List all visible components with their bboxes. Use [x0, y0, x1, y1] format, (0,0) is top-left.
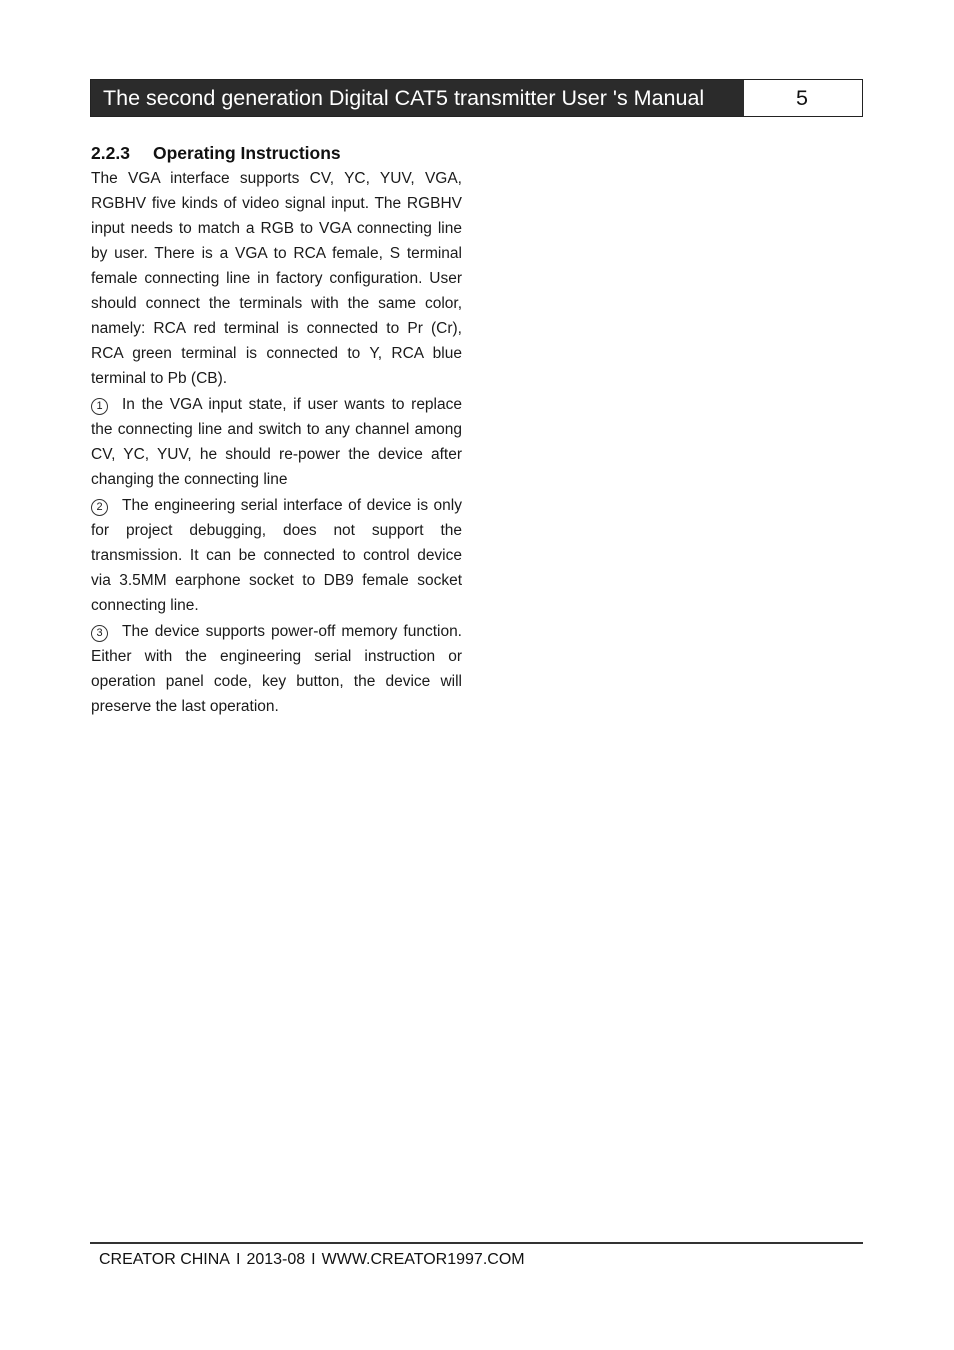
circled-number-3-icon: 3 [91, 625, 108, 642]
note-text-1: In the VGA input state, if user wants to replace the connecting line and switch to any channel among CV, YC, YUV, he should re-power the device after changing the connecting line [91, 396, 462, 488]
note-item-3 [91, 619, 462, 719]
page-footer [99, 1250, 525, 1270]
footer-company: CREATOR CHINA [99, 1251, 230, 1268]
note-text-2: The engineering serial interface of device is only for project debugging, does not support the transmission. It can be connected to control device via 3.5MM earphone socket to DB9 female socket connecting line. [91, 497, 462, 614]
section-title: Operating Instructions [153, 143, 341, 163]
section-heading [91, 141, 462, 165]
footer-divider [90, 1242, 863, 1244]
section-number: 2.2.3 [91, 143, 130, 163]
main-content [91, 141, 462, 719]
manual-title: The second generation Digital CAT5 transmitter User 's Manual [91, 80, 744, 116]
page-header [90, 79, 863, 117]
footer-separator: I [311, 1251, 316, 1268]
footer-date: 2013-08 [246, 1251, 306, 1268]
note-item-1 [91, 392, 462, 492]
note-item-2 [91, 493, 462, 618]
footer-separator: I [235, 1251, 241, 1268]
page-number: 5 [744, 80, 862, 116]
intro-paragraph: The VGA interface supports CV, YC, YUV, VGA, RGBHV five kinds of video signal input. The RGBHV input needs to match a RGB to VGA connecting line by user. There is a VGA to RCA female, S terminal female connecting line in factory configuration. User should connect the terminals with the same color, namely: RCA red terminal is connected to Pr (Cr), RCA green terminal is connected to Y, RCA blue terminal to Pb (CB). [91, 170, 462, 387]
circled-number-1-icon: 1 [91, 398, 108, 415]
note-text-3: The device supports power-off memory function. Either with the engineering serial instruction or operation panel code, key button, the device will preserve the last operation. [91, 623, 462, 715]
footer-website: WWW.CREATOR1997.COM [321, 1251, 525, 1268]
circled-number-2-icon: 2 [91, 499, 108, 516]
